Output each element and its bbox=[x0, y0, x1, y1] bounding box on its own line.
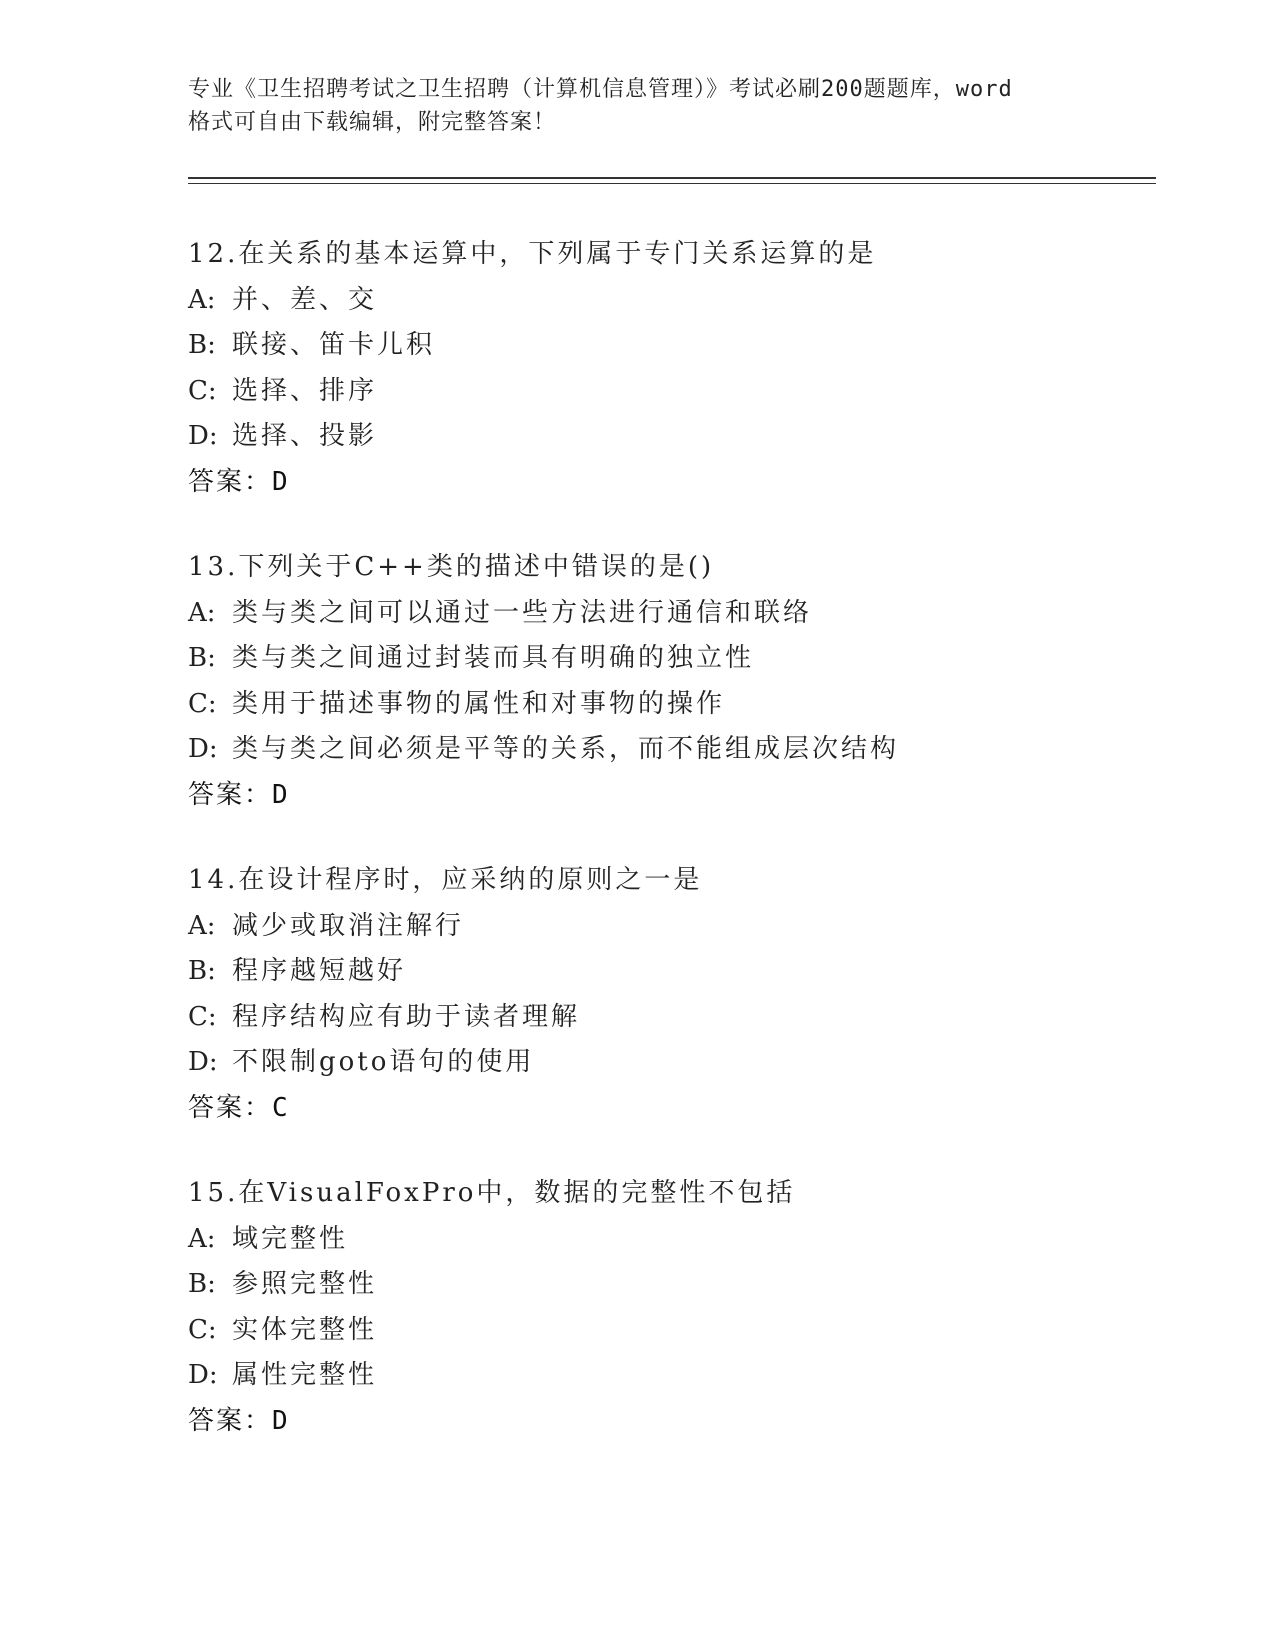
option-text: 类与类之间通过封装而具有明确的独立性 bbox=[232, 643, 755, 673]
option-text: 联接、笛卡儿积 bbox=[232, 330, 436, 360]
option-b bbox=[188, 323, 1148, 369]
option-letter: A: bbox=[188, 597, 216, 628]
option-text: 参照完整性 bbox=[232, 1269, 378, 1299]
option-d bbox=[188, 1040, 1148, 1086]
option-text: 类与类之间可以通过一些方法进行通信和联络 bbox=[232, 597, 813, 628]
option-text: 实体完整性 bbox=[232, 1314, 378, 1345]
option-letter: B: bbox=[188, 1269, 216, 1299]
header-line-1: 专业《卫生招聘考试之卫生招聘（计算机信息管理）》考试必刷200题题库，word bbox=[188, 77, 1013, 102]
option-letter: B: bbox=[188, 330, 216, 360]
option-letter: C: bbox=[188, 1001, 217, 1032]
option-letter: C: bbox=[188, 688, 217, 719]
answer-line: 答案：D bbox=[188, 466, 290, 497]
option-text: 类与类之间必须是平等的关系，而不能组成层次结构 bbox=[232, 734, 900, 764]
option-d bbox=[188, 1353, 1148, 1399]
question-list bbox=[188, 232, 1148, 1484]
option-b bbox=[188, 1262, 1148, 1308]
option-letter: B: bbox=[188, 956, 216, 986]
header-line-2: 格式可自由下载编辑，附完整答案！ bbox=[188, 110, 557, 135]
option-a bbox=[188, 904, 1148, 950]
question-stem: 12.在关系的基本运算中，下列属于专门关系运算的是 bbox=[188, 239, 877, 269]
option-letter: D: bbox=[188, 421, 218, 451]
option-c bbox=[188, 369, 1148, 415]
option-letter: B: bbox=[188, 643, 216, 673]
question-15 bbox=[188, 1171, 1148, 1444]
option-letter: D: bbox=[188, 1360, 218, 1390]
option-text: 程序越短越好 bbox=[232, 956, 407, 986]
question-stem: 15.在VisualFoxPro中，数据的完整性不包括 bbox=[188, 1178, 796, 1208]
option-text: 不限制goto语句的使用 bbox=[232, 1047, 535, 1077]
option-text: 属性完整性 bbox=[232, 1360, 378, 1390]
question-stem: 14.在设计程序时，应采纳的原则之一是 bbox=[188, 865, 703, 895]
header-divider-thick bbox=[188, 177, 1156, 179]
option-c bbox=[188, 1308, 1148, 1354]
document-header bbox=[188, 73, 1088, 139]
option-d bbox=[188, 414, 1148, 460]
option-letter: C: bbox=[188, 1314, 217, 1345]
option-c bbox=[188, 682, 1148, 728]
option-d bbox=[188, 727, 1148, 773]
header-divider-thin bbox=[188, 183, 1156, 184]
option-text: 域完整性 bbox=[232, 1223, 349, 1254]
question-13 bbox=[188, 545, 1148, 818]
option-text: 选择、投影 bbox=[232, 421, 378, 451]
option-b bbox=[188, 949, 1148, 995]
option-letter: A: bbox=[188, 1223, 216, 1254]
option-c bbox=[188, 995, 1148, 1041]
option-text: 选择、排序 bbox=[232, 375, 378, 406]
option-letter: D: bbox=[188, 734, 218, 764]
option-text: 类用于描述事物的属性和对事物的操作 bbox=[232, 688, 726, 719]
option-a bbox=[188, 278, 1148, 324]
option-text: 并、差、交 bbox=[232, 284, 378, 315]
option-b bbox=[188, 636, 1148, 682]
option-letter: C: bbox=[188, 375, 217, 406]
question-stem: 13.下列关于C++类的描述中错误的是() bbox=[188, 552, 715, 582]
option-a bbox=[188, 1217, 1148, 1263]
option-text: 减少或取消注解行 bbox=[232, 910, 465, 941]
question-12 bbox=[188, 232, 1148, 505]
option-a bbox=[188, 591, 1148, 637]
answer-line: 答案：D bbox=[188, 779, 290, 810]
option-letter: A: bbox=[188, 284, 216, 315]
answer-line: 答案：C bbox=[188, 1092, 290, 1123]
question-14 bbox=[188, 858, 1148, 1131]
option-letter: D: bbox=[188, 1047, 218, 1077]
option-text: 程序结构应有助于读者理解 bbox=[232, 1001, 581, 1032]
answer-line: 答案：D bbox=[188, 1405, 290, 1436]
option-letter: A: bbox=[188, 910, 216, 941]
